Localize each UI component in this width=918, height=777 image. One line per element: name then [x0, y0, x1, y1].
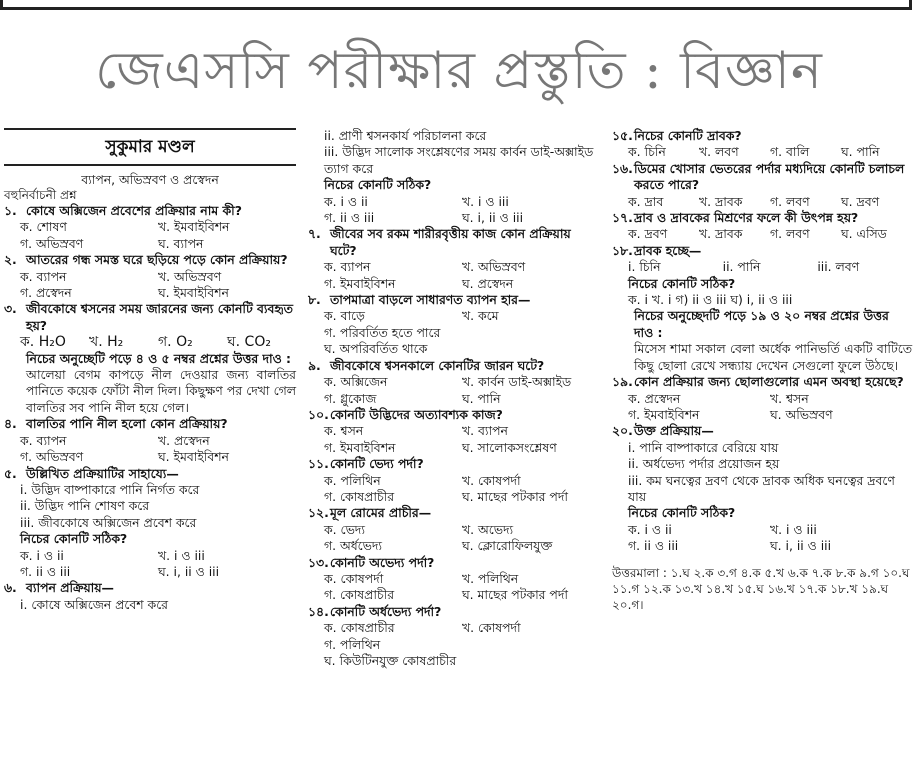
- options-row: ক. ব্যাপন খ. অভিস্রবণ: [324, 259, 526, 275]
- statement: ii. অর্ধভেদ্য পর্দার প্রয়োজন হয়: [628, 456, 780, 472]
- options-row: ক. পলিথিন খ. কোষপর্দা: [324, 472, 521, 488]
- section-title: ব্যাপন, অভিস্রবণ ও প্রস্বেদন: [81, 172, 219, 187]
- options-row: গ. কোষপ্রাচীর ঘ. মাছের পটকার পর্দা: [324, 587, 568, 603]
- question-4: ৪. বালতির পানি নীল হলো কোন প্রক্রিয়ায়?: [4, 416, 228, 432]
- passage-text: মিসেস শামা সকাল বেলা অর্ধেক পানিভর্তি একটি বাটিতে কিছু ছোলা রেখে সন্ধ্যায় দেখেন সেগুলো ফুলে উঠছে।: [634, 341, 912, 373]
- options-row: গ. ইমবাইবিশন ঘ. অভিস্রবণ: [628, 406, 833, 422]
- options-row: ক. দ্রাব খ. দ্রাবক গ. লবণ ঘ. দ্রবণ: [628, 193, 880, 209]
- statements-row: i. চিনি ii. পানি iii. লবণ: [628, 259, 860, 275]
- question-19: ১৯. কোন প্রক্রিয়ার জন্য ছোলাগুলোর এমন অবস্থা হয়েছে?: [612, 374, 904, 390]
- passage-instruction: নিচের অনুচ্ছেদটি পড়ে ১৯ ও ২০ নম্বর প্রশ্নের উত্তর দাও :: [634, 308, 889, 340]
- options-row: ক. কোষপ্রাচীর খ. কোষপর্দা: [324, 620, 521, 636]
- options-row: গ. কোষপ্রাচীর ঘ. মাছের পটকার পর্দা: [324, 488, 568, 504]
- which-correct: নিচের কোনটি সঠিক?: [628, 275, 736, 291]
- page-headline: জেএসসি পরীক্ষার প্রস্তুতি : বিজ্ঞান: [95, 41, 823, 101]
- subheading: বহুনির্বাচনী প্রশ্ন: [4, 188, 77, 202]
- question-11: ১১. কোনটি ভেদ্য পর্দা?: [308, 456, 424, 472]
- option: ঘ. কিউটিনযুক্ত কোষপ্রাচীর: [324, 653, 457, 668]
- question-6: ৬. ব্যাপন প্রক্রিয়ায়—: [4, 580, 114, 596]
- question-14: ১৪. কোনটি অর্ধভেদ্য পর্দা?: [308, 603, 442, 619]
- options-row: ক. অক্সিজেন খ. কার্বন ডাই-অক্সাইড: [324, 374, 572, 390]
- question-20: ২০. উক্ত প্রক্রিয়ায়—: [612, 423, 714, 439]
- statement: iii. কম ঘনত্বের দ্রবণ থেকে দ্রাবক অধিক ঘনত্বের দ্রবণে যায়: [628, 472, 895, 504]
- statement: ii. উদ্ভিদ পানি শোষণ করে: [20, 498, 150, 514]
- column-2: [308, 128, 600, 669]
- divider: [4, 164, 296, 166]
- question-9: ৯. জীবকোষে শ্বসনকালে কোনটির জারন ঘটে?: [308, 357, 545, 373]
- option: গ. পলিথিন: [324, 636, 381, 652]
- options-row: ক. কোষপর্দা খ. পলিথিন: [324, 570, 519, 586]
- question-8: ৮. তাপমাত্রা বাড়লে সাধারণত ব্যাপন হার—: [308, 292, 531, 308]
- options-line: ক. i খ. i গ) ii ও iii ঘ) i, ii ও iii: [628, 292, 793, 308]
- column-1: [4, 128, 296, 613]
- author-name: সুকুমার মণ্ডল: [105, 137, 195, 157]
- options-row: ক. শ্বসন খ. ব্যাপন: [324, 423, 508, 439]
- options-row: ক. প্রস্বেদন খ. শ্বসন: [628, 390, 809, 406]
- question-16: ১৬. ডিমের খোসার ভেতরের পর্দার মধ্যদিয়ে কোনটি চলাচল করতে পারে?: [612, 160, 905, 193]
- options-row: ক. ব্যাপন খ. প্রস্বেদন: [20, 432, 210, 448]
- option: ঘ. অপরিবর্তিত থাকে: [324, 341, 428, 357]
- options-row: গ. অর্ধভেদ্য ঘ. ক্লোরোফিলযুক্ত: [324, 538, 553, 554]
- which-correct: নিচের কোনটি সঠিক?: [324, 177, 432, 193]
- question-15: ১৫. নিচের কোনটি দ্রাবক?: [612, 128, 742, 143]
- statement: i. উদ্ভিদ বাষ্পাকারে পানি নির্গত করে: [20, 481, 200, 497]
- options-row: ক. চিনি খ. লবণ গ. বালি ঘ. পানি: [628, 144, 880, 160]
- options-row: গ. ইমবাইবিশন ঘ. প্রস্বেদন: [324, 275, 514, 291]
- statement: i. পানি বাষ্পাকারে বেরিয়ে যায়: [628, 439, 779, 455]
- question-18: ১৮. দ্রাবক হচ্ছে—: [612, 242, 702, 258]
- question-3: ৩. জীবকোষে শ্বসনের সময় জারনের জন্য কোনটি ব্যবহৃত হয়?: [4, 301, 293, 333]
- options-row: ক. i ও ii খ. i ও iii: [20, 547, 205, 563]
- question-17: ১৭. দ্রাব ও দ্রাবকের মিশ্রণের ফলে কী উৎপন্ন হয়?: [612, 210, 859, 226]
- question-1: ১. কোষে অক্সিজেন প্রবেশের প্রক্রিয়ার নাম কী?: [4, 203, 242, 218]
- options-row: গ. প্রস্বেদন ঘ. ইমবাইবিশন: [20, 285, 229, 301]
- passage-text: আলেয়া বেগম কাপড়ে নীল দেওয়ার জন্য বালতির পানিতে কয়েক ফোঁটা নীল দিল। কিছুক্ষণ পর দেখা গেল বালতির সব পানি নীল হয়ে গেল।: [26, 367, 296, 415]
- question-10: ১০. কোনটি উদ্ভিদের অত্যাবশ্যক কাজ?: [308, 406, 503, 422]
- answer-key: উত্তরমালা : ১.ঘ ২.ক ৩.গ ৪.ক ৫.খ ৬.ক ৭.ক ৮.ক ৯.গ ১০.ঘ ১১.গ ১২.ক ১৩.খ ১৪.খ ১৫.ঘ ১৬.খ ১৭.ক ১৮.খ ১৯.ঘ ২০.গ।: [612, 565, 910, 612]
- options-row: ক. ব্যাপন খ. অভিস্রবণ: [20, 268, 222, 284]
- options-row: গ. অভিস্রবণ ঘ. ইমবাইবিশন: [20, 449, 229, 465]
- statement: iii. উদ্ভিদ সালোক সংশ্লেষণের সময় কার্বন ডাই-অক্সাইড ত্যাগ করে: [324, 144, 594, 176]
- question-12: ১২. মূল রোমের প্রাচীর—: [308, 505, 432, 521]
- options-row: ক. বাড়ে খ. কমে: [324, 308, 499, 324]
- options-row: গ. অভিস্রবণ ঘ. ব্যাপন: [20, 235, 204, 251]
- question-2: ২. আতরের গন্ধ সমস্ত ঘরে ছড়িয়ে পড়ে কোন প্রক্রিয়ায়?: [4, 252, 288, 268]
- option: গ. পরিবর্তিত হতে পারে: [324, 324, 441, 340]
- passage-instruction: নিচের অনুচ্ছেটি পড়ে ৪ ও ৫ নম্বর প্রশ্নের উত্তর দাও :: [26, 350, 291, 366]
- options-row: ক. i ও ii খ. i ও iii: [324, 193, 509, 209]
- options-row: ক. শোষণ খ. ইমবাইবিশন: [20, 219, 230, 235]
- question-13: ১৩. কোনটি অভেদ্য পর্দা?: [308, 554, 435, 570]
- column-3: [612, 128, 912, 613]
- divider: [4, 128, 296, 130]
- options-row: গ. ii ও iii ঘ. i, ii ও iii: [324, 210, 524, 226]
- options-row: ক. ভেদ্য খ. অভেদ্য: [324, 521, 514, 537]
- options-row: ক. H₂O খ. H₂ গ. O₂ ঘ. CO₂: [20, 334, 271, 351]
- statement: ii. প্রাণী শ্বসনকার্য পরিচালনা করে: [324, 128, 487, 143]
- which-correct: নিচের কোনটি সঠিক?: [20, 531, 128, 547]
- statement: i. কোষে অক্সিজেন প্রবেশ করে: [20, 596, 168, 612]
- options-row: গ. ii ও iii ঘ. i, ii ও iii: [20, 563, 220, 579]
- statement: iii. জীবকোষে অক্সিজেন প্রবেশ করে: [20, 514, 197, 530]
- options-row: গ. ii ও iii ঘ. i, ii ও iii: [628, 538, 832, 554]
- options-row: ক. দ্রবণ খ. দ্রাবক গ. লবণ ঘ. এসিড: [628, 226, 887, 242]
- which-correct: নিচের কোনটি সঠিক?: [628, 505, 736, 521]
- question-5: ৫. উল্লিখিত প্রক্রিয়াটির সাহায্যে—: [4, 465, 179, 481]
- options-row: গ. গ্লুকোজ ঘ. পানি: [324, 390, 501, 406]
- options-row: গ. ইমবাইবিশন ঘ. সালোকসংশ্লেষণ: [324, 439, 557, 455]
- question-7: ৭. জীবের সব রকম শারীরবৃত্তীয় কাজ কোন প্রক্রিয়ায় ঘটে?: [308, 226, 571, 258]
- options-row: ক. i ও ii খ. i ও iii: [628, 521, 817, 537]
- top-border: [0, 0, 912, 10]
